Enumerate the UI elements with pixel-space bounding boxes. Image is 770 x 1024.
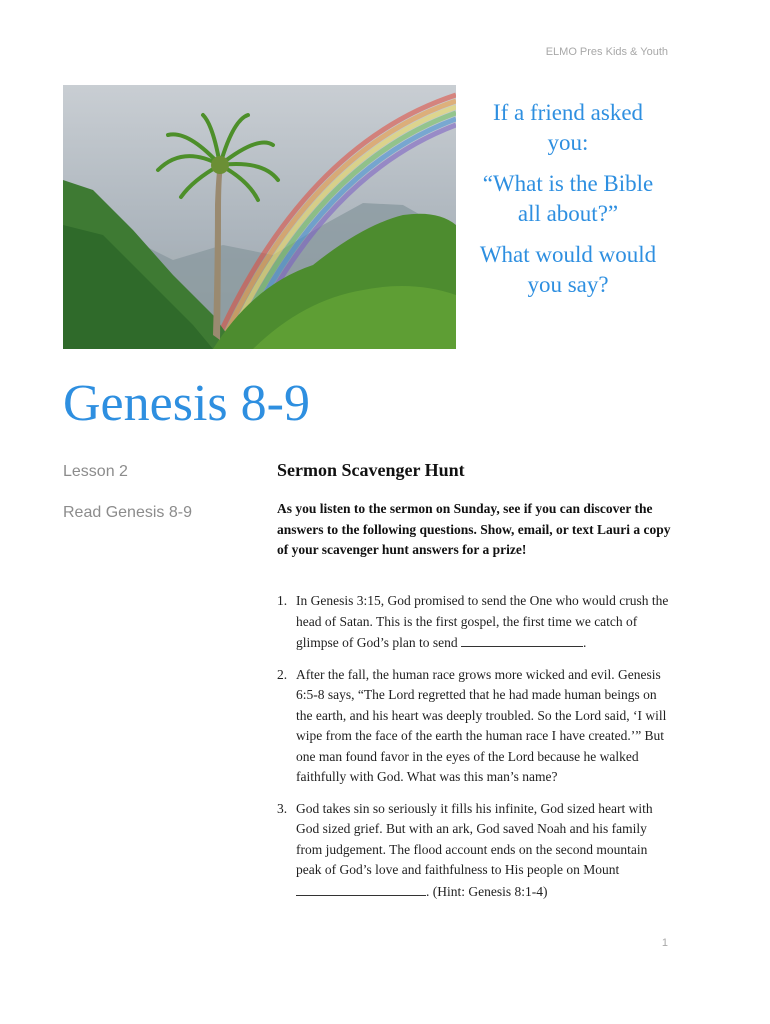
rainbow-palm-photo bbox=[63, 85, 456, 349]
question-item bbox=[277, 665, 671, 788]
question-item bbox=[277, 799, 671, 903]
lesson-label: Lesson 2 bbox=[63, 463, 128, 480]
question-number: 1. bbox=[277, 593, 288, 608]
question-list bbox=[277, 591, 671, 913]
question-number: 3. bbox=[277, 800, 288, 816]
section-intro: As you listen to the sermon on Sunday, see if you can discover the answers to the following questions. Show, email, or text Lauri a copy of your scavenger hunt answers for a prize! bbox=[277, 501, 671, 557]
section-heading: Sermon Scavenger Hunt bbox=[277, 460, 465, 480]
reading-label: Read Genesis 8-9 bbox=[63, 504, 192, 521]
question-text-end: . (Hint: Genesis 8:1-4) bbox=[426, 883, 548, 899]
question-item bbox=[277, 591, 671, 654]
answer-blank[interactable] bbox=[461, 632, 583, 647]
callout-line-2: “What is the Bible all about?” bbox=[482, 171, 654, 226]
callout-line-1: If a friend asked you: bbox=[492, 100, 644, 155]
question-text: In Genesis 3:15, God promised to send the One who would crush the head of Satan. This is the first gospel, the first time we catch of glimpse of God’s plan to send bbox=[296, 593, 669, 650]
page-number: 1 bbox=[661, 937, 668, 949]
question-text-end: . bbox=[583, 635, 587, 650]
question-text: God takes sin so seriously it fills his infinite, God sized heart with God sized grief. But with an ark, God saved Noah and his family from judgement. The flood account ends on the second mountain peak of God’s love and faithfulness to His people on Mount bbox=[296, 800, 653, 877]
question-text: After the fall, the human race grows more wicked and evil. Genesis 6:5-8 says, “The Lord regretted that he had made human beings on the earth, and his heart was deeply troubled. So the Lord said, ‘I will wipe from the face of the earth the human race I have created.’” But one man found favor in the eyes of the Lord because he walked faithfully with God. What was this man’s name? bbox=[296, 666, 667, 784]
page-title: Genesis 8-9 bbox=[63, 375, 310, 432]
header-org-name: ELMO Pres Kids & Youth bbox=[545, 46, 668, 58]
callout-line-3: What would would you say? bbox=[479, 242, 657, 297]
callout-question bbox=[470, 98, 666, 311]
answer-blank[interactable] bbox=[296, 881, 426, 896]
question-number: 2. bbox=[277, 666, 288, 682]
